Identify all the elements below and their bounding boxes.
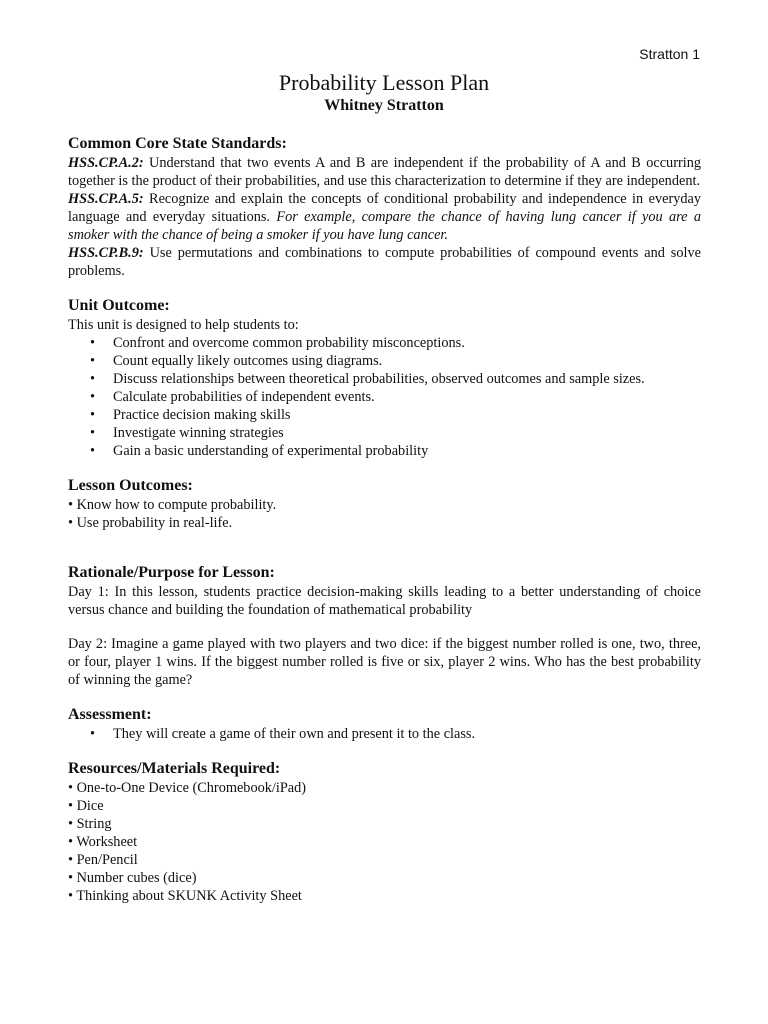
lesson-outcomes-list bbox=[68, 496, 701, 532]
standard-code: HSS.CP.A.2: bbox=[68, 155, 144, 171]
page-title: Probability Lesson Plan bbox=[278, 70, 490, 95]
list-item: • Know how to compute probability. bbox=[68, 497, 277, 513]
unit-outcome-intro: This unit is designed to help students to: bbox=[68, 317, 299, 333]
standard-item bbox=[68, 244, 701, 280]
standards-heading: Common Core State Standards: bbox=[68, 135, 287, 152]
bullet: • bbox=[90, 353, 96, 369]
unit-outcome-list bbox=[68, 334, 701, 460]
list-item: • Confront and overcome common probability misconceptions. bbox=[90, 335, 465, 351]
assessment-list bbox=[68, 725, 701, 743]
list-item: • Practice decision making skills bbox=[90, 407, 291, 423]
list-item: • One-to-One Device (Chromebook/iPad) bbox=[68, 780, 307, 796]
author-name: Whitney Stratton bbox=[324, 97, 444, 114]
bullet: • bbox=[90, 371, 96, 387]
page-header: Stratton 1 bbox=[639, 46, 700, 62]
lesson-outcomes-heading: Lesson Outcomes: bbox=[68, 477, 193, 494]
rationale-day1: Day 1: In this lesson, students practice decision-making skills leading to a better understanding of choice versus chance and building the foundation of mathematical probability bbox=[68, 584, 701, 618]
list-item: • Pen/Pencil bbox=[68, 852, 138, 868]
bullet: • bbox=[90, 726, 96, 742]
assessment-heading: Assessment: bbox=[68, 706, 152, 723]
list-item: • Use probability in real-life. bbox=[68, 515, 233, 531]
list-item: • Worksheet bbox=[68, 834, 138, 850]
list-item: • Thinking about SKUNK Activity Sheet bbox=[68, 888, 302, 904]
bullet: • bbox=[90, 407, 96, 423]
bullet: • bbox=[90, 443, 96, 459]
standard-example: For example, compare the chance of having lung cancer if you are a smoker with the chance of being a smoker if you have lung cancer. bbox=[68, 209, 701, 243]
list-item: • Discuss relationships between theoretical probabilities, observed outcomes and sample sizes. bbox=[90, 371, 645, 387]
list-item: • They will create a game of their own and present it to the class. bbox=[90, 726, 476, 742]
rationale-heading: Rationale/Purpose for Lesson: bbox=[68, 564, 275, 581]
document-body bbox=[68, 134, 701, 905]
resources-heading: Resources/Materials Required: bbox=[68, 760, 281, 777]
list-item: • Number cubes (dice) bbox=[68, 870, 197, 886]
standard-code: HSS.CP.A.5: bbox=[68, 191, 144, 207]
list-item: • Count equally likely outcomes using diagrams. bbox=[90, 353, 383, 369]
list-item: • String bbox=[68, 816, 112, 832]
bullet: • bbox=[90, 335, 96, 351]
list-item: • Investigate winning strategies bbox=[90, 425, 284, 441]
standard-text: Understand that two events A and B are independent if the probability of A and B occurring together is the product of their probabilities, and use this characterization to determine if they are independent. bbox=[68, 155, 701, 189]
standard-item bbox=[68, 190, 701, 244]
bullet: • bbox=[90, 425, 96, 441]
resources-list bbox=[68, 779, 701, 905]
standard-code: HSS.CP.B.9: bbox=[68, 245, 144, 261]
rationale-day2: Day 2: Imagine a game played with two players and two dice: if the biggest number rolled is one, two, three, or four, player 1 wins. If the biggest number rolled is five or six, player 2 wins. Who has the best probability of winning the game? bbox=[68, 636, 701, 688]
standard-text: Recognize and explain the concepts of conditional probability and independence in everyday language and everyday situations. bbox=[68, 191, 701, 225]
standard-text: Use permutations and combinations to compute probabilities of compound events and solve problems. bbox=[68, 245, 701, 279]
list-item: • Calculate probabilities of independent events. bbox=[90, 389, 375, 405]
standard-item bbox=[68, 154, 701, 190]
list-item: • Gain a basic understanding of experimental probability bbox=[90, 443, 429, 459]
unit-outcome-heading: Unit Outcome: bbox=[68, 297, 170, 314]
bullet: • bbox=[90, 389, 96, 405]
list-item: • Dice bbox=[68, 798, 104, 814]
